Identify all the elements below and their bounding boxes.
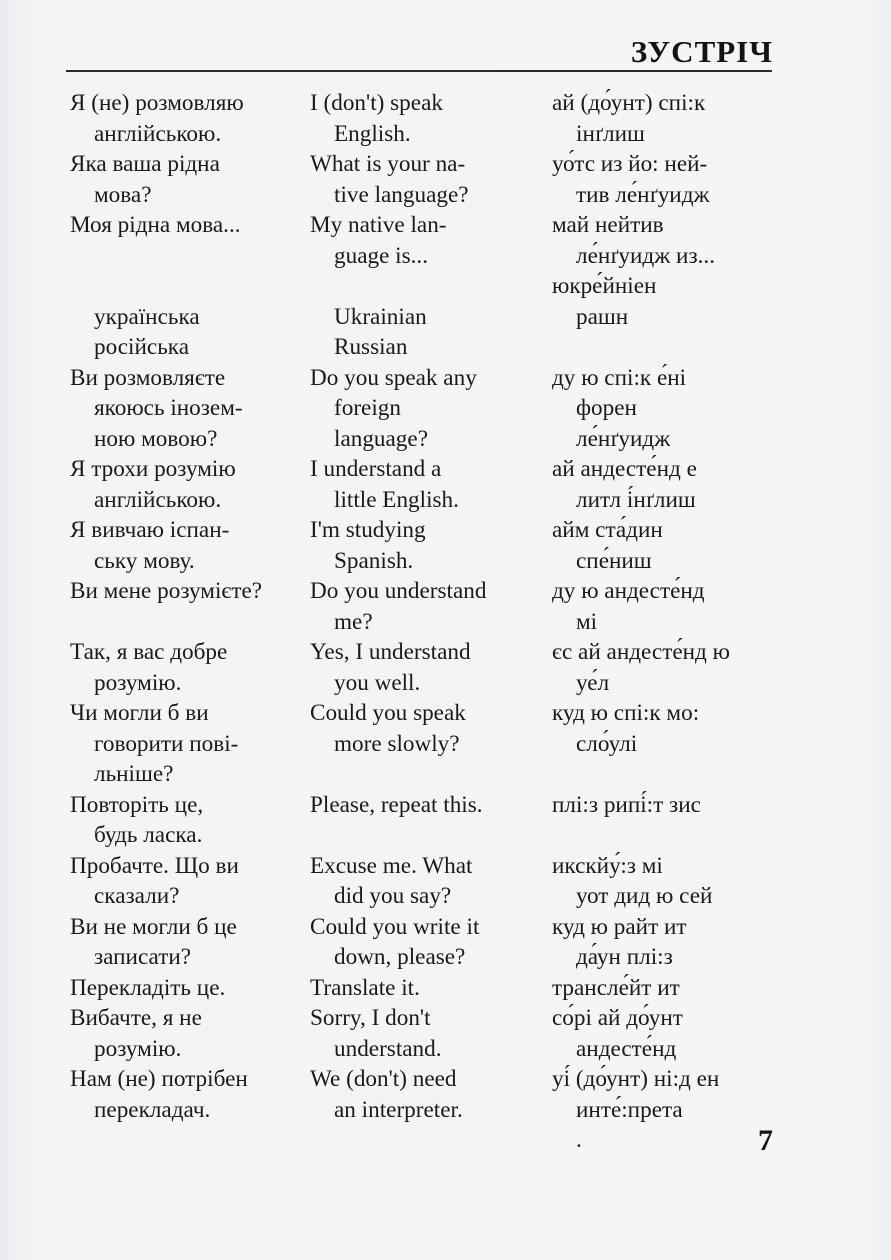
phrase-line: уі́ (до́унт) ні:д ен xyxy=(552,1066,720,1092)
phrase-row xyxy=(70,790,790,851)
phrase-line: me? xyxy=(334,608,373,635)
phrase-line: юкре́йніен xyxy=(552,273,657,299)
ukrainian-phrase xyxy=(70,912,310,973)
phrase-line: льніше? xyxy=(94,761,174,787)
ukrainian-phrase xyxy=(70,790,310,851)
phrase-line: I (don't) speak xyxy=(310,90,443,116)
english-phrase xyxy=(310,851,552,912)
phrase-line: Ukrainian xyxy=(334,303,427,330)
phrase-line: I understand a xyxy=(310,456,442,482)
phrase-line: тив ле́нґуидж xyxy=(576,181,710,208)
ukrainian-phrase xyxy=(70,637,310,698)
transcription xyxy=(552,149,787,210)
english-phrase xyxy=(310,1003,552,1064)
phrase-line: айм ста́дин xyxy=(552,517,663,543)
phrase-line: little English. xyxy=(334,486,459,513)
phrase-line: tive language? xyxy=(334,181,469,208)
phrase-line: спе́ниш xyxy=(576,547,652,574)
phrase-line: російська xyxy=(94,334,189,360)
phrase-line: Spanish. xyxy=(334,547,414,574)
phrase-line: єс ай андесте́нд ю xyxy=(552,639,730,665)
phrase-line: сло́улі xyxy=(576,730,638,757)
phrase-row xyxy=(70,363,790,455)
english-phrase xyxy=(310,973,552,1004)
english-phrase xyxy=(310,149,552,210)
phrase-row xyxy=(70,149,790,210)
phrase-row xyxy=(70,912,790,973)
ukrainian-phrase xyxy=(70,454,310,515)
phrase-line: ду ю андесте́нд xyxy=(552,578,705,604)
ukrainian-phrase xyxy=(70,363,310,455)
ukrainian-phrase xyxy=(70,271,310,363)
phrase-line: Sorry, I don't xyxy=(310,1005,431,1031)
transcription xyxy=(552,1003,787,1064)
phrase-line: перекладач. xyxy=(94,1096,211,1123)
ukrainian-phrase xyxy=(70,698,310,790)
phrase-row xyxy=(70,851,790,912)
phrase-line: литл і́нґлиш xyxy=(576,486,696,513)
phrase-row xyxy=(70,576,790,637)
phrase-line: English. xyxy=(334,120,411,147)
phrase-line: did you say? xyxy=(334,883,452,909)
phrase-row xyxy=(70,698,790,790)
english-phrase xyxy=(310,363,552,455)
phrase-line: Could you write it xyxy=(310,913,480,940)
phrase-row xyxy=(70,637,790,698)
phrase-line: ай андесте́нд е xyxy=(552,456,697,482)
phrase-line: інґлиш xyxy=(576,120,645,147)
phrase-line: трансле́йт ит xyxy=(552,974,680,1001)
phrase-line: Так, я вас добре xyxy=(70,639,228,665)
phrase-line: андесте́нд xyxy=(576,1035,677,1062)
phrase-line: Перекладіть це. xyxy=(70,974,226,1001)
transcription xyxy=(552,790,787,821)
phrase-row xyxy=(70,271,790,363)
phrase-line: записати? xyxy=(94,944,192,970)
phrase-line: Ви не могли б це xyxy=(70,913,237,940)
phrase-line xyxy=(70,271,310,302)
phrase-line: more slowly? xyxy=(334,730,460,757)
ukrainian-phrase xyxy=(70,851,310,912)
phrase-row xyxy=(70,454,790,515)
phrase-line: We (don't) need xyxy=(310,1066,457,1092)
transcription xyxy=(552,698,787,759)
transcription xyxy=(552,454,787,515)
phrase-line: My native lan- xyxy=(310,212,447,238)
phrase-line: . xyxy=(576,1127,582,1153)
phrase-line: уо́тс из йо: ней- xyxy=(552,151,708,177)
header-divider xyxy=(66,70,772,72)
phrase-table xyxy=(70,88,790,1156)
phrase-line: якоюсь інозем- xyxy=(94,395,243,421)
ukrainian-phrase xyxy=(70,88,310,149)
phrase-line: guage is... xyxy=(334,242,429,269)
phrase-line: да́ун плі:з xyxy=(576,944,673,970)
phrase-line: Translate it. xyxy=(310,974,420,1001)
phrase-row xyxy=(70,973,790,1004)
ukrainian-phrase xyxy=(70,210,310,271)
phrase-line: Yes, I understand xyxy=(310,639,471,665)
english-phrase xyxy=(310,1064,552,1125)
phrase-line: говорити пові- xyxy=(94,730,239,757)
transcription xyxy=(552,271,787,332)
ukrainian-phrase xyxy=(70,1003,310,1064)
phrase-line: Нам (не) потрібен xyxy=(70,1066,248,1092)
ukrainian-phrase xyxy=(70,1064,310,1125)
english-phrase xyxy=(310,454,552,515)
phrase-line: розумію. xyxy=(94,1035,182,1062)
section-title: ЗУСТРІЧ xyxy=(630,34,773,69)
ukrainian-phrase xyxy=(70,515,310,576)
phrase-line: плі:з рипі́:т зис xyxy=(552,791,701,818)
phrase-line: Ви мене розумієте? xyxy=(70,578,263,604)
transcription xyxy=(552,210,787,271)
phrase-line: ську мову. xyxy=(94,547,195,574)
phrase-row xyxy=(70,88,790,149)
phrase-line: англійською. xyxy=(94,486,222,513)
phrase-line: Яка ваша рідна xyxy=(70,151,220,177)
transcription xyxy=(552,851,787,912)
page-number: 7 xyxy=(758,1124,773,1157)
transcription xyxy=(552,363,787,455)
phrase-line: Do you speak any xyxy=(310,364,477,391)
ukrainian-phrase xyxy=(70,576,310,607)
phrase-line: I'm studying xyxy=(310,517,426,543)
phrase-line: Do you understand xyxy=(310,578,487,604)
phrase-line: Я (не) розмовляю xyxy=(70,90,244,116)
phrase-line: уе́л xyxy=(576,669,610,696)
phrase-row xyxy=(70,1003,790,1064)
phrase-line: розумію. xyxy=(94,669,182,696)
phrase-line xyxy=(310,271,552,302)
phrase-line: language? xyxy=(334,425,428,452)
transcription xyxy=(552,88,787,149)
phrase-line: Повторіть це, xyxy=(70,791,204,818)
phrase-line: инте́:прета xyxy=(576,1096,683,1123)
phrase-line: рашн xyxy=(576,303,629,330)
phrase-line: українська xyxy=(94,303,200,330)
phrase-line: ду ю спі:к е́ні xyxy=(552,364,687,391)
english-phrase xyxy=(310,515,552,576)
phrase-line: Моя рідна мова... xyxy=(70,212,241,238)
phrase-line: understand. xyxy=(334,1035,442,1062)
phrase-line: со́рі ай до́унт xyxy=(552,1005,683,1031)
phrase-line: икскйу́:з мі xyxy=(552,852,663,879)
english-phrase xyxy=(310,637,552,698)
english-phrase xyxy=(310,576,552,637)
english-phrase xyxy=(310,698,552,759)
phrase-line xyxy=(70,241,310,272)
ukrainian-phrase xyxy=(70,149,310,210)
phrase-line: мі xyxy=(576,608,598,635)
transcription xyxy=(552,912,787,973)
phrase-row xyxy=(70,210,790,271)
phrase-line: будь ласка. xyxy=(94,822,203,848)
phrase-row xyxy=(70,1064,790,1156)
transcription xyxy=(552,515,787,576)
phrase-line: уот дид ю сей xyxy=(576,883,713,909)
english-phrase xyxy=(310,210,552,271)
phrase-line: мова? xyxy=(94,181,152,208)
transcription xyxy=(552,973,787,1004)
transcription xyxy=(552,1064,787,1156)
phrase-line: Чи могли б ви xyxy=(70,700,209,726)
phrase-row xyxy=(70,515,790,576)
phrase-line: Я трохи розумію xyxy=(70,456,236,482)
english-phrase xyxy=(310,88,552,149)
phrase-line: Я вивчаю іспан- xyxy=(70,517,230,543)
phrase-line: Could you speak xyxy=(310,700,466,726)
phrase-line: сказали? xyxy=(94,883,180,909)
phrase-line: ле́нґуидж xyxy=(576,425,671,452)
phrase-line: down, please? xyxy=(334,944,466,970)
english-phrase xyxy=(310,790,552,821)
english-phrase xyxy=(310,271,552,363)
phrase-line: Пробачте. Що ви xyxy=(70,852,239,879)
phrase-line: Please, repeat this. xyxy=(310,791,483,818)
phrase-line: Ви розмовляєте xyxy=(70,364,226,391)
phrase-line: foreign xyxy=(334,395,401,421)
phrase-line: ай (до́унт) спі:к xyxy=(552,90,706,116)
phrase-line: май нейтив xyxy=(552,212,664,238)
phrase-line: Вибачте, я не xyxy=(70,1005,202,1031)
transcription xyxy=(552,637,787,698)
phrase-line: куд ю райт ит xyxy=(552,913,687,940)
phrase-line: you well. xyxy=(334,669,421,696)
english-phrase xyxy=(310,912,552,973)
phrase-line: an interpreter. xyxy=(334,1096,463,1123)
phrase-line: ною мовою? xyxy=(94,425,218,452)
ukrainian-phrase xyxy=(70,973,310,1004)
phrase-line: Excuse me. What xyxy=(310,852,473,879)
phrase-line: Russian xyxy=(334,334,408,360)
phrase-line: ле́нґуидж из... xyxy=(576,242,715,269)
transcription xyxy=(552,576,787,637)
phrase-line: куд ю спі:к мо: xyxy=(552,700,700,726)
phrase-line: англійською. xyxy=(94,120,222,147)
phrase-line: What is your na- xyxy=(310,151,466,177)
phrase-line: форен xyxy=(576,395,637,421)
